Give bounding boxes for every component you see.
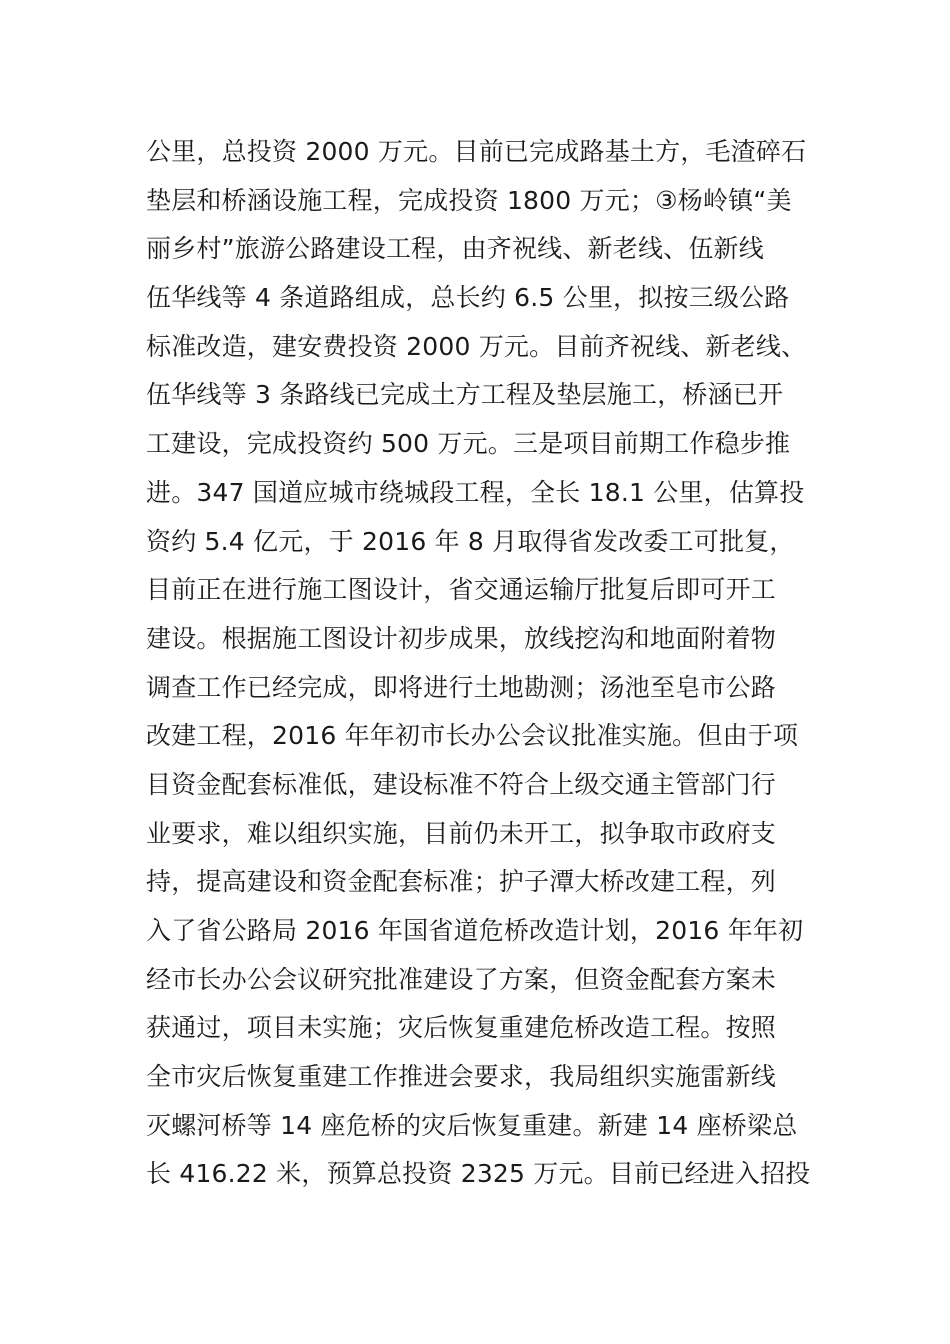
text-line-12: 调查工作已经完成，即将进行土地勘测；汤池至皂市公路 <box>146 672 777 702</box>
text-line-1: 公里，总投资 2000 万元。目前已完成路基土方，毛渣碎石 <box>146 137 807 166</box>
text-line-20: 全市灾后恢复重建工作推进会要求，我局组织实施雷新线 <box>146 1062 777 1092</box>
text-line-11: 建设。根据施工图设计初步成果，放线挖沟和地面附着物 <box>146 623 777 653</box>
text-line-7: 工建设，完成投资约 500 万元。三是项目前期工作稳步推 <box>146 429 791 459</box>
text-line-2: 垫层和桥涵设施工程，完成投资 1800 万元；③杨岭镇“美 <box>146 185 792 215</box>
text-line-17: 入了省公路局 2016 年国省道危桥改造计划，2016 年年初 <box>146 916 804 945</box>
text-line-18: 经市长办公会议研究批准建设了方案，但资金配套方案未 <box>146 964 777 994</box>
text-line-9: 资约 5.4 亿元，于 2016 年 8 月取得省发改委工可批复， <box>146 526 795 556</box>
text-line-19: 获通过，项目未实施；灾后恢复重建危桥改造工程。按照 <box>146 1013 777 1043</box>
text-line-10: 目前正在进行施工图设计，省交通运输厅批复后即可开工 <box>146 575 777 605</box>
text-line-6: 伍华线等 3 条路线已完成土方工程及垫层施工，桥涵已开 <box>146 380 784 410</box>
text-line-14: 目资金配套标准低，建设标准不符合上级交通主管部门行 <box>146 769 777 799</box>
text-line-8: 进。347 国道应城市绕城段工程，全长 18.1 公里，估算投 <box>146 477 805 507</box>
text-line-5: 标准改造，建安费投资 2000 万元。目前齐祝线、新老线、 <box>146 331 807 361</box>
text-line-4: 伍华线等 4 条道路组成，总长约 6.5 公里，拟按三级公路 <box>146 283 790 313</box>
text-line-16: 持，提高建设和资金配套标准；护子潭大桥改建工程，列 <box>146 867 777 897</box>
text-line-13: 改建工程，2016 年年初市长办公会议批准实施。但由于项 <box>146 721 799 751</box>
text-line-3: 丽乡村”旅游公路建设工程，由齐祝线、新老线、伍新线 <box>146 234 764 264</box>
text-line-15: 业要求，难以组织实施，目前仍未开工，拟争取市政府支 <box>146 818 777 848</box>
body-paragraph <box>146 128 826 1199</box>
text-line-22: 长 416.22 米，预算总投资 2325 万元。目前已经进入招投 <box>146 1159 811 1189</box>
text-line-21: 灭螺河桥等 14 座危桥的灾后恢复重建。新建 14 座桥梁总 <box>146 1110 798 1140</box>
